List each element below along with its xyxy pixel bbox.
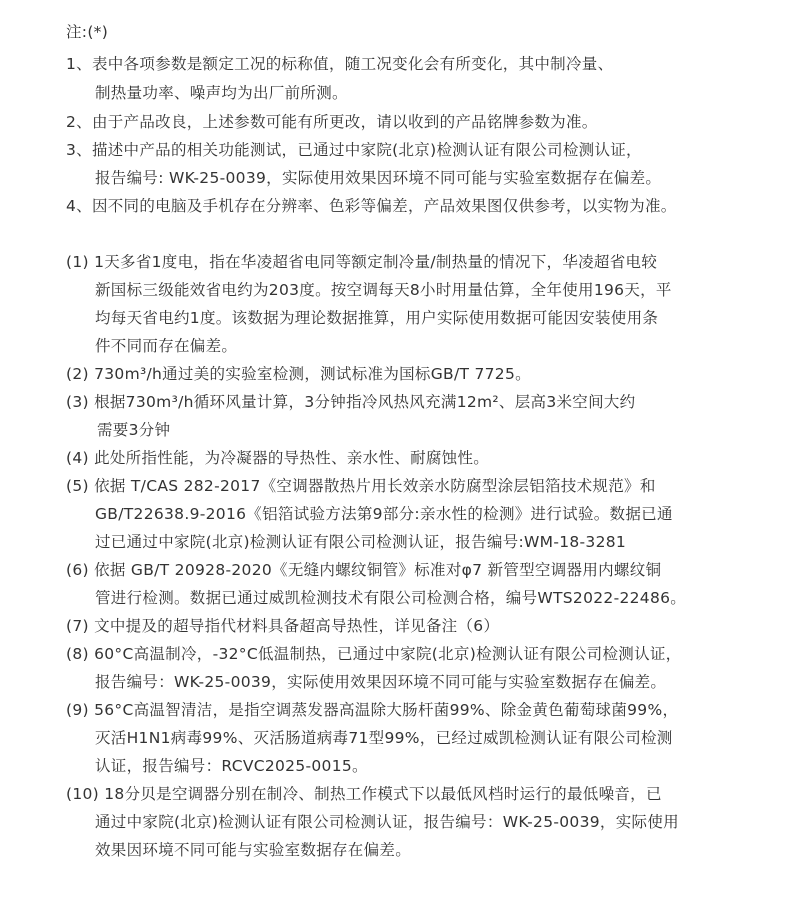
footnote-2-line-1: (2) 730m³/h通过美的实验室检测，测试标准为国标GB/T 7725。 xyxy=(66,365,531,383)
footnote-6-line-2: 管进行检测。数据已通过威凯检测技术有限公司检测合格，编号WTS2022-22486。 xyxy=(95,589,687,607)
footnote-5-line-1: (5) 依据 T/CAS 282-2017《空调器散热片用长效亲水防腐型涂层铝箔技术规范》和 xyxy=(66,477,656,495)
footnote-10-line-1: (10) 18分贝是空调器分别在制冷、制热工作模式下以最低风档时运行的最低噪音，已 xyxy=(66,785,662,803)
footnote-9-line-2: 灭活H1N1病毒99%、灭活肠道病毒71型99%，已经过威凯检测认证有限公司检测 xyxy=(95,729,673,747)
footnote-4-line-1: (4) 此处所指性能，为冷凝器的导热性、亲水性、耐腐蚀性。 xyxy=(66,449,490,467)
note-1-line-1: 1、表中各项参数是额定工况的标称值，随工况变化会有所变化，其中制冷量、 xyxy=(66,55,614,73)
footnote-1-line-1: (1) 1天多省1度电，指在华凌超省电同等额定制冷量/制热量的情况下，华凌超省电较 xyxy=(66,253,658,271)
notes-title: 注:(*) xyxy=(66,23,109,41)
note-4-line-1: 4、因不同的电脑及手机存在分辨率、色彩等偏差，产品效果图仅供参考，以实物为准。 xyxy=(66,197,677,215)
footnote-10-line-2: 通过中家院(北京)检测认证有限公司检测认证，报告编号：WK-25-0039，实际使用 xyxy=(95,813,679,831)
note-2-line-1: 2、由于产品改良，上述参数可能有所更改，请以收到的产品铭牌参数为准。 xyxy=(66,113,598,131)
footnote-7-line-1: (7) 文中提及的超导指代材料具备超高导热性，详见备注（6） xyxy=(66,617,500,635)
footnote-1-line-4: 件不同而存在偏差。 xyxy=(95,337,238,355)
footnote-9-line-1: (9) 56°C高温智清洁，是指空调蒸发器高温除大肠杆菌99%、除金黄色葡萄球菌99%， xyxy=(66,701,679,719)
footnote-3-line-1: (3) 根据730m³/h循环风量计算，3分钟指冷风热风充满12m²、层高3米空间大约 xyxy=(66,393,636,411)
footnote-1-line-2: 新国标三级能效省电约为203度。按空调每天8小时用量估算，全年使用196天，平 xyxy=(95,281,672,299)
note-3-line-1: 3、描述中产品的相关功能测试，已通过中家院(北京)检测认证有限公司检测认证， xyxy=(66,141,642,159)
footnote-1-line-3: 均每天省电约1度。该数据为理论数据推算，用户实际使用数据可能因安装使用条 xyxy=(95,309,659,327)
footnote-9-line-3: 认证，报告编号：RCVC2025-0015。 xyxy=(95,757,368,775)
note-1-line-2: 制热量功率、噪声均为出厂前所测。 xyxy=(95,84,348,102)
footnote-3-line-2: 需要3分钟 xyxy=(97,421,171,439)
footnote-5-line-2: GB/T22638.9-2016《铝箔试验方法第9部分:亲水性的检测》进行试验。数据已通 xyxy=(95,505,673,523)
footnote-10-line-3: 效果因环境不同可能与实验室数据存在偏差。 xyxy=(95,841,412,859)
footnote-8-line-2: 报告编号：WK-25-0039，实际使用效果因环境不同可能与实验室数据存在偏差。 xyxy=(95,673,667,691)
footnote-8-line-1: (8) 60°C高温制冷，-32°C低温制热，已通过中家院(北京)检测认证有限公司检测认证， xyxy=(66,645,682,663)
footnote-6-line-1: (6) 依据 GB/T 20928-2020《无缝内螺纹铜管》标准对φ7 新管型空调器用内螺纹铜 xyxy=(66,561,662,579)
footnote-5-line-3: 过已通过中家院(北京)检测认证有限公司检测认证，报告编号:WM-18-3281 xyxy=(95,533,627,551)
note-3-line-2: 报告编号: WK-25-0039，实际使用效果因环境不同可能与实验室数据存在偏差。 xyxy=(95,169,662,187)
